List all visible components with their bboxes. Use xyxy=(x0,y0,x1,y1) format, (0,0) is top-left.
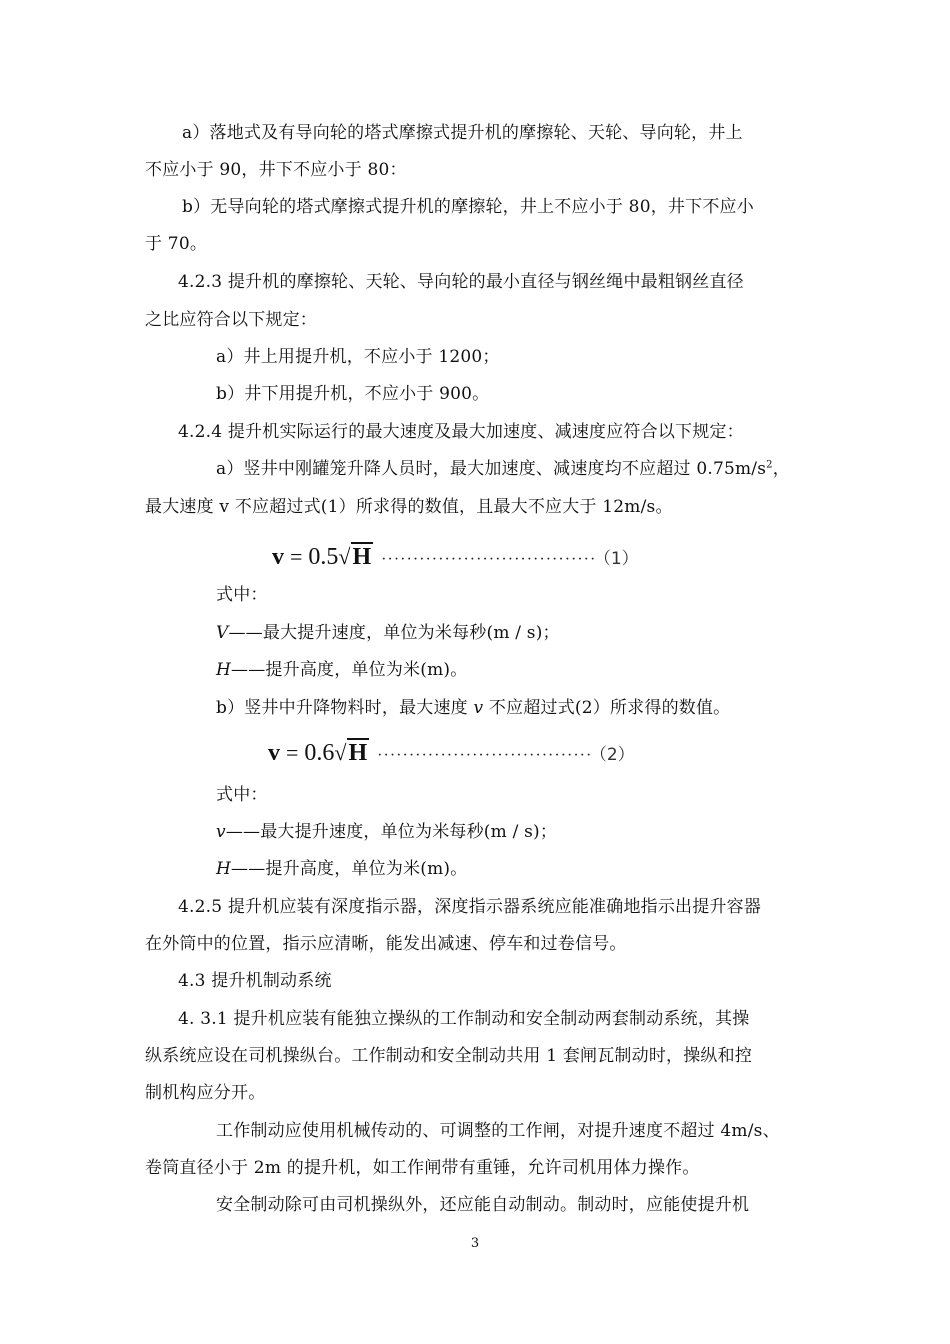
para-line: 在外筒中的位置，指示应清晰，能发出减速、停车和过卷信号。 xyxy=(145,934,627,954)
symbol: V xyxy=(216,623,229,643)
para-line: 工作制动应使用机械传动的、可调整的工作闸，对提升速度不超过 4m/s、 xyxy=(216,1121,780,1141)
text: ——提升高度，单位为米(m)。 xyxy=(231,660,468,680)
section-4-2-5: 4.2.5 提升机应装有深度指示器，深度指示器系统应能准确地指示出提升容器 xyxy=(178,897,762,917)
formula-coefficient: 0.5 xyxy=(308,544,339,570)
formula-height: H xyxy=(352,544,372,570)
formula-variable: v xyxy=(272,544,284,570)
list-item: b）井下用提升机，不应小于 900。 xyxy=(216,384,490,404)
sqrt-icon: √ xyxy=(338,544,351,569)
para-line: 之比应符合以下规定： xyxy=(145,310,317,330)
para-line: 纵系统应设在司机操纵台。工作制动和安全制动共用 1 套闸瓦制动时，操纵和控 xyxy=(145,1046,753,1066)
section-4-2-4: 4.2.4 提升机实际运行的最大速度及最大加速度、减速度应符合以下规定： xyxy=(178,422,744,442)
text: ， xyxy=(772,459,790,479)
symbol: v xyxy=(473,698,484,718)
para-line: 卷筒直径小于 2m 的提升机，如工作闸带有重锤，允许司机用体力操作。 xyxy=(145,1158,700,1178)
para-line: 最大速度 v 不应超过式(1）所求得的数值，且最大不应大于 12m/s。 xyxy=(145,497,673,517)
para-line: 制机构应分开。 xyxy=(145,1083,266,1103)
para-line: b）无导向轮的塔式摩擦式提升机的摩擦轮，井上不应小于 80，井下不应小 xyxy=(182,197,754,217)
definition-line xyxy=(216,821,557,843)
section-4-2-3: 4.2.3 提升机的摩擦轮、天轮、导向轮的最小直径与钢丝绳中最粗钢丝直径 xyxy=(178,272,744,292)
definition-line xyxy=(216,659,467,681)
text: a）竖井中刚罐笼升降人员时，最大加速度、减速度均不应超过 0.75m/s xyxy=(216,459,767,479)
formula-equals: = xyxy=(290,544,303,569)
para-line: 式中： xyxy=(216,585,268,605)
text: ——最大提升速度，单位为米每秒(m / s)； xyxy=(225,822,558,842)
leader-dots: ·································· xyxy=(381,551,597,568)
symbol: v xyxy=(216,822,226,842)
para-line: 不应小于 90，井下不应小于 80： xyxy=(145,160,407,180)
superscript: 2 xyxy=(766,459,773,471)
para-line: 式中： xyxy=(216,785,268,805)
text: ——最大提升速度，单位为米每秒(m / s)； xyxy=(228,623,560,643)
formula-2 xyxy=(268,740,635,767)
text: 不应超过式(2）所求得的数值。 xyxy=(483,698,731,718)
symbol: H xyxy=(216,859,232,879)
leader-dots: ·································· xyxy=(377,747,593,764)
symbol: H xyxy=(216,660,232,680)
para-line: 于 70。 xyxy=(145,234,208,254)
sqrt-icon: √ xyxy=(334,740,347,765)
formula-number: （1） xyxy=(602,549,639,569)
page-number: 3 xyxy=(470,1236,480,1251)
formula-number: （2） xyxy=(598,745,635,765)
para-line xyxy=(216,697,730,719)
para-line: 安全制动除可由司机操纵外，还应能自动制动。制动时，应能使提升机 xyxy=(216,1195,750,1215)
formula-coefficient: 0.6 xyxy=(304,740,335,766)
definition-line xyxy=(216,622,560,644)
formula-equals: = xyxy=(286,740,299,765)
definition-line xyxy=(216,858,467,880)
formula-variable: v xyxy=(268,740,280,766)
formula-height: H xyxy=(348,740,368,766)
list-item: a）井上用提升机，不应小于 1200； xyxy=(216,347,500,367)
formula-1 xyxy=(272,544,639,571)
para-line xyxy=(216,458,790,480)
para-line: a）落地式及有导向轮的塔式摩擦式提升机的摩擦轮、天轮、导向轮，井上 xyxy=(182,123,743,143)
text: ——提升高度，单位为米(m)。 xyxy=(231,859,468,879)
text: b）竖井中升降物料时，最大速度 xyxy=(216,698,474,718)
section-4-3-1: 4. 3.1 提升机应装有能独立操纵的工作制动和安全制动两套制动系统，其操 xyxy=(178,1009,750,1029)
section-heading: 4.3 提升机制动系统 xyxy=(178,971,332,991)
